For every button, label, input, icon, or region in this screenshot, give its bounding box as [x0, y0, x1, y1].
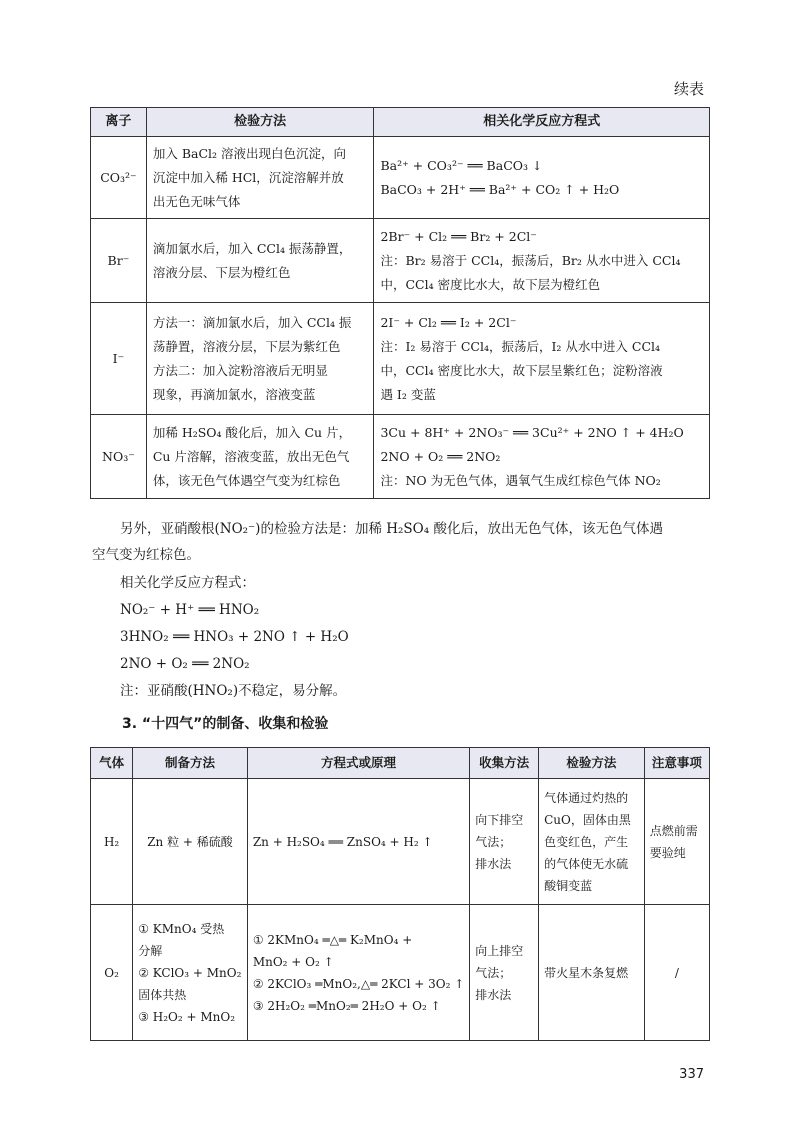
test-cell: 气体通过灼热的 CuO，固体由黑 色变红色，产生 的气体使无水硫 酸铜变蓝 [539, 779, 645, 905]
table-row [91, 905, 710, 1041]
equation-cell: Ba²⁺ + CO₃²⁻ ══ BaCO₃ ↓ BaCO₃ + 2H⁺ ══ Ba²⁺ + CO₂ ↑ + H₂O [374, 137, 710, 219]
equations-intro: 相关化学反应方程式： [120, 575, 255, 591]
prep-cell: ① KMnO₄ 受热 分解 ② KClO₃ + MnO₂ 固体共热 ③ H₂O₂ + MnO₂ [133, 905, 248, 1041]
ion-cell: Br⁻ [91, 219, 147, 303]
table-header-row [91, 108, 710, 137]
gas-cell: O₂ [91, 905, 133, 1041]
collect-cell: 向上排空 气法； 排水法 [470, 905, 539, 1041]
table-row [91, 779, 710, 905]
table-row [91, 219, 710, 303]
header-equation: 相关化学反应方程式 [374, 108, 710, 137]
equation-line: 2NO + O₂ ══ 2NO₂ [120, 656, 250, 672]
ion-cell: CO₃²⁻ [91, 137, 147, 219]
table-row [91, 415, 710, 499]
table-header-row [91, 748, 710, 779]
table-row [91, 137, 710, 219]
header-test: 检验方法 [539, 748, 645, 779]
equation-cell: Zn + H₂SO₄ ══ ZnSO₄ + H₂ ↑ [247, 779, 469, 905]
method-cell: 滴加氯水后，加入 CCl₄ 振荡静置， 溶液分层、下层为橙红色 [146, 219, 374, 303]
gas-cell: H₂ [91, 779, 133, 905]
header-collect: 收集方法 [470, 748, 539, 779]
equation-cell: 3Cu + 8H⁺ + 2NO₃⁻ ══ 3Cu²⁺ + 2NO ↑ + 4H₂O 2NO + O₂ ══ 2NO₂ 注：NO 为无色气体，遇氧气生成红棕色气体 NO₂ [374, 415, 710, 499]
page-number: 337 [679, 1067, 704, 1082]
collect-cell: 向下排空 气法； 排水法 [470, 779, 539, 905]
method-cell: 加稀 H₂SO₄ 酸化后，加入 Cu 片， Cu 片溶解，溶液变蓝，放出无色气 体，该无色气体遇空气变为红棕色 [146, 415, 374, 499]
notes-cell: 点燃前需 要验纯 [644, 779, 709, 905]
header-gas: 气体 [91, 748, 133, 779]
equation-cell: 2I⁻ + Cl₂ ══ I₂ + 2Cl⁻ 注：I₂ 易溶于 CCl₄，振荡后，I₂ 从水中进入 CCl₄ 中，CCl₄ 密度比水大，故下层呈紫红色；淀粉溶液 遇 I₂ 变蓝 [374, 303, 710, 415]
method-cell: 方法一：滴加氯水后，加入 CCl₄ 振 荡静置，溶液分层，下层为紫红色 方法二：加入淀粉溶液后无明显 现象，再滴加氯水，溶液变蓝 [146, 303, 374, 415]
prep-cell: Zn 粒 + 稀硫酸 [133, 779, 248, 905]
test-cell: 带火星木条复燃 [539, 905, 645, 1041]
nitrite-paragraph: 另外，亚硝酸根(NO₂⁻)的检验方法是：加稀 H₂SO₄ 酸化后，放出无色气体，该无色气体遇 空气变为红棕色。 [92, 521, 663, 563]
method-cell: 加入 BaCl₂ 溶液出现白色沉淀，向 沉淀中加入稀 HCl，沉淀溶解并放 出无色无味气体 [146, 137, 374, 219]
ion-cell: I⁻ [91, 303, 147, 415]
continued-label: 续表 [673, 80, 704, 98]
equation-line: 3HNO₂ ══ HNO₃ + 2NO ↑ + H₂O [120, 629, 349, 645]
header-method: 检验方法 [146, 108, 374, 137]
header-equation: 方程式或原理 [247, 748, 469, 779]
equation-line: NO₂⁻ + H⁺ ══ HNO₂ [120, 602, 260, 618]
table-row [91, 303, 710, 415]
ion-test-table [90, 107, 710, 499]
header-ion: 离子 [91, 108, 147, 137]
header-prep: 制备方法 [133, 748, 248, 779]
header-notes: 注意事项 [644, 748, 709, 779]
ion-cell: NO₃⁻ [91, 415, 147, 499]
equation-cell: ① 2KMnO₄ ═△═ K₂MnO₄ + MnO₂ + O₂ ↑ ② 2KClO₃ ═MnO₂,△═ 2KCl + 3O₂ ↑ ③ 2H₂O₂ ═MnO₂═ 2H₂O + O₂ ↑ [247, 905, 469, 1041]
nitrous-acid-note: 注：亚硝酸(HNO₂)不稳定，易分解。 [120, 683, 347, 699]
gas-preparation-table [90, 747, 710, 1041]
notes-cell: / [644, 905, 709, 1041]
equation-cell: 2Br⁻ + Cl₂ ══ Br₂ + 2Cl⁻ 注：Br₂ 易溶于 CCl₄，振荡后，Br₂ 从水中进入 CCl₄ 中，CCl₄ 密度比水大，故下层为橙红色 [374, 219, 710, 303]
section-title: 3. “十四气”的制备、收集和检验 [122, 716, 329, 732]
